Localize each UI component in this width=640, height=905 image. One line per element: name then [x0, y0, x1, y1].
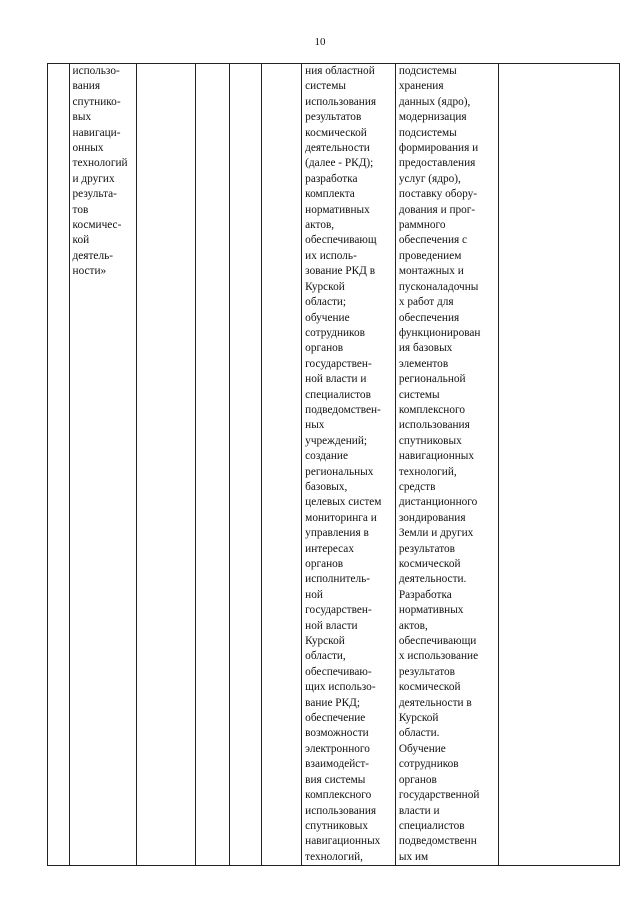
cell-col6	[262, 64, 302, 866]
cell-expected-results: подсистемы хранения данных (ядро), модернизация подсистемы формирования и предоставления услуг (ядро), поставку обору- дования и прог- раммного обеспечения с проведением монтажных и пусконаладочны х работ для обеспечения функционирован ия базовых элементов региональной системы комплексного использования спутниковых навигационных технологий, средств дистанционного зондирования Земли и других результатов космической деятельности. Разработка нормативных актов, обеспечивающи х использование результатов космической деятельности в Курской области. Обучение сотрудников органов государственной власти и специалистов подведомственн ых им	[395, 64, 498, 866]
cell-col9	[499, 64, 620, 866]
cell-col3	[137, 64, 195, 866]
cell-activities: ния областной системы использования результатов космической деятельности (далее - РКД); разработка комплекта нормативных актов, обеспечивающ их исполь- зование РКД в Курской области; обучение сотрудников органов государствен- ной власти и специалистов подведомствен- ных учреждений; создание региональных базовых, целевых систем мониторинга и управления в интересах органов исполнитель- ной государствен- ной власти Курской области, обеспечиваю- щих использо- вание РКД; обеспечение возможности электронного взаимодейст- вия системы комплексного использования спутниковых навигационных технологий,	[302, 64, 396, 866]
table-row	[48, 64, 620, 866]
page-number: 10	[314, 36, 326, 48]
cell-col5	[230, 64, 262, 866]
cell-col4	[195, 64, 229, 866]
cell-program-name: использо- вания спутнико- вых навигаци- онных технологий и других результа- тов космичес- кой деятель- ности»	[69, 64, 137, 866]
measures-table	[47, 63, 620, 866]
cell-number	[48, 64, 70, 866]
